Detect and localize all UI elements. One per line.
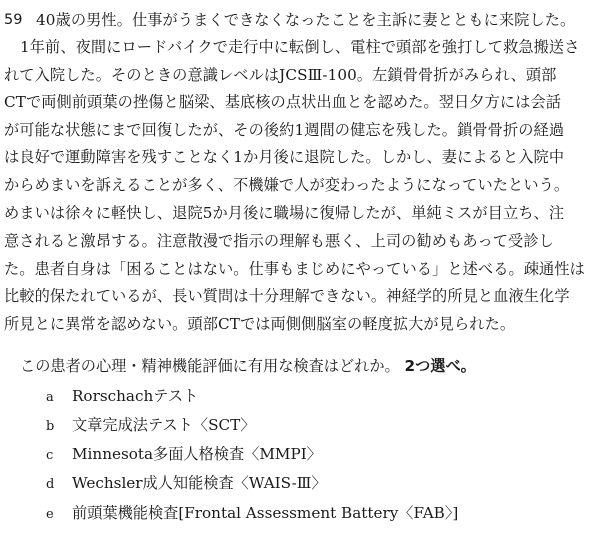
question-body-line: めまいは徐々に軽快し、退院5か月後に職場に復帰したが、単純ミスが目立ち、注 — [4, 204, 565, 222]
answer-option-b[interactable] — [46, 415, 255, 437]
question-body-line: 所見とに異常を認めない。頭部CTでは両側側脳室の軽度拡大が見られた。 — [4, 315, 516, 333]
question-body-line: 1年前、夜間にロードバイクで走行中に転倒し、電柱で頭部を強打して救急搬送さ — [20, 38, 580, 56]
question-body-line: た。患者自身は「困ることはない。仕事もまじめにやっている」と述べる。疎通性は — [4, 260, 585, 278]
question-first-line: 40歳の男性。仕事がうまくできなくなったことを主訴に妻とともに来院した。 — [36, 11, 576, 29]
question-instruction — [20, 356, 476, 376]
option-text: 文章完成法テスト〈SCT〉 — [72, 416, 256, 434]
question-body-line: からめまいを訴えることが多く、不機嫌で人が変わったようになっていたという。 — [4, 176, 570, 194]
instruction-text: この患者の心理・精神機能評価に有用な検査はどれか。 — [20, 357, 400, 375]
option-letter: a — [46, 390, 54, 405]
option-letter: e — [46, 507, 54, 522]
question-body-line: CTで両側前頭葉の挫傷と脳梁、基底核の点状出血とを認めた。翌日夕方には会話 — [4, 93, 562, 111]
question-body-line: れて入院した。そのときの意識レベルはJCSⅢ-100。左鎖骨骨折がみられ、頭部 — [4, 66, 557, 84]
question-number: 59 — [4, 12, 23, 28]
option-letter: d — [46, 477, 55, 492]
option-text: Wechsler成人知能検査〈WAIS-Ⅲ〉 — [72, 474, 327, 492]
question-body-line: 比較的保たれているが、長い質問は十分理解できない。神経学的所見と血液生化学 — [4, 287, 570, 305]
answer-option-e[interactable] — [46, 503, 458, 525]
option-text: Rorschachテスト — [72, 387, 199, 405]
question-body-line: が可能な状態にまで回復したが、その後約1週間の健忘を残した。鎖骨骨折の経過 — [4, 121, 565, 139]
option-text: 前頭葉機能検査[Frontal Assessment Battery〈FAB〉] — [72, 504, 459, 522]
question-body-line: 意されると激昂する。注意散漫で指示の理解も悪く、上司の勧めもあって受診し — [4, 232, 554, 250]
answer-option-c[interactable] — [46, 444, 322, 466]
instruction-select-count: 2つ選べ。 — [404, 357, 476, 375]
option-letter: b — [46, 419, 55, 434]
question-body-line: は良好で運動障害を残すことなく1か月後に退院した。しかし、妻によると入院中 — [4, 148, 565, 166]
option-letter: c — [46, 448, 54, 463]
answer-option-a[interactable] — [46, 386, 198, 408]
answer-option-d[interactable] — [46, 473, 327, 495]
option-text: Minnesota多面人格検査〈MMPI〉 — [72, 445, 322, 463]
